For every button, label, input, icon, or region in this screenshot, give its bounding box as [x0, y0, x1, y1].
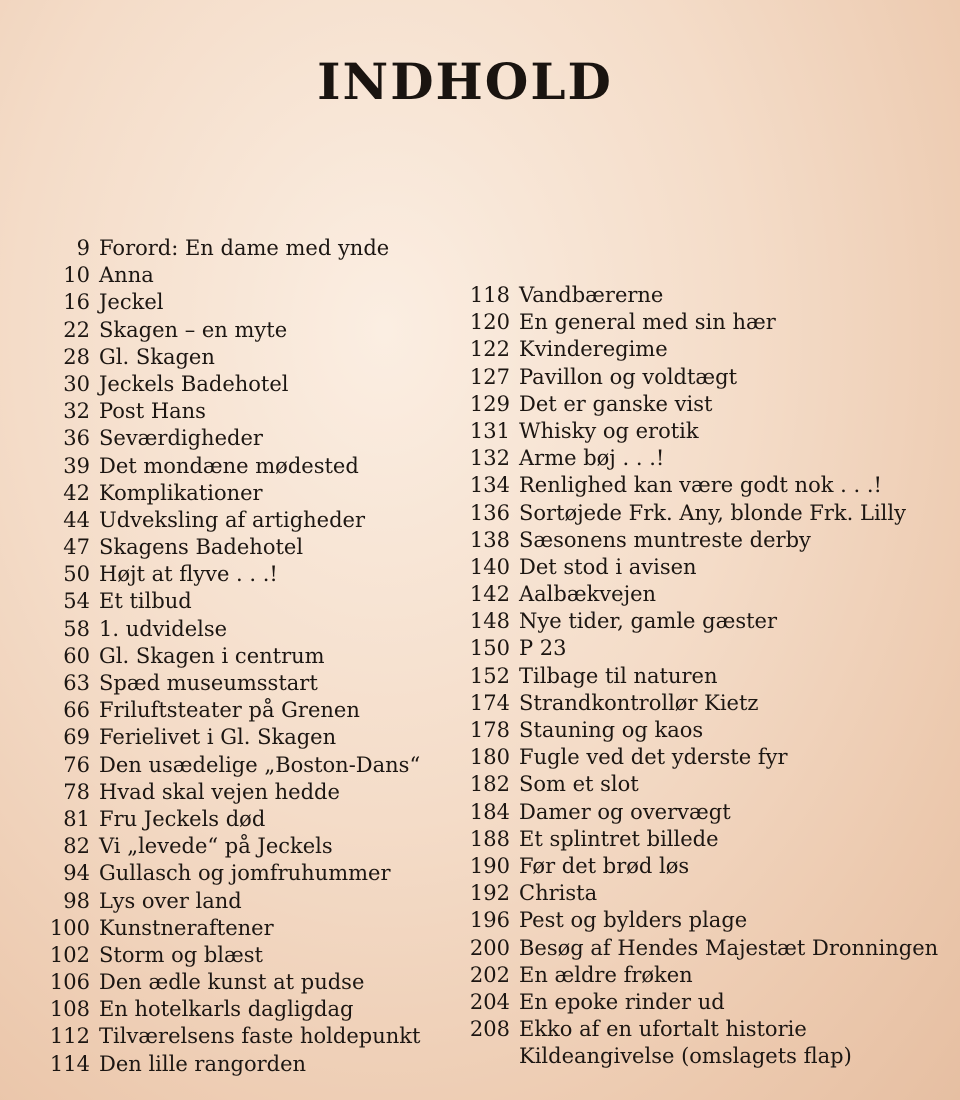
toc-page-number: 182: [469, 772, 510, 797]
toc-chapter-title: Et splintret billede: [519, 826, 719, 851]
toc-entry: [20, 806, 460, 833]
toc-entry: [20, 235, 460, 262]
toc-entry: [20, 1023, 460, 1050]
toc-page-number: 81: [63, 806, 90, 831]
toc-page-number: 39: [63, 453, 90, 478]
toc-chapter-title: Fugle ved det yderste fyr: [519, 745, 788, 770]
toc-page-number: 150: [469, 636, 510, 661]
toc-chapter-title: Ferielivet i Gl. Skagen: [99, 725, 337, 750]
toc-chapter-title: Fru Jeckels død: [99, 806, 266, 831]
toc-entry: [438, 364, 953, 391]
toc-page-number: 129: [469, 391, 510, 416]
toc-chapter-title: En hotelkarls dagligdag: [99, 997, 354, 1022]
toc-entry: [20, 1051, 460, 1078]
toc-page-number: 136: [469, 500, 510, 525]
toc-page-number: 30: [63, 371, 90, 396]
toc-page-number: 76: [63, 752, 90, 777]
toc-entry: [438, 608, 953, 635]
toc-page-number: 131: [469, 418, 510, 443]
toc-chapter-title: Friluftsteater på Grenen: [99, 698, 360, 723]
toc-chapter-title: Christa: [519, 881, 598, 906]
toc-chapter-title: Tilværelsens faste holdepunkt: [99, 1024, 421, 1049]
toc-entry: [20, 425, 460, 452]
toc-chapter-title: Post Hans: [99, 399, 206, 424]
toc-page-number: 50: [63, 562, 90, 587]
toc-entry: [438, 391, 953, 418]
toc-page-number: 42: [63, 480, 90, 505]
toc-entry: [20, 833, 460, 860]
toc-chapter-title: Ekko af en ufortalt historie: [519, 1017, 807, 1042]
toc-page-number: 188: [469, 826, 510, 851]
toc-page-number: 174: [469, 690, 510, 715]
toc-entry: [20, 643, 460, 670]
toc-page-number: 180: [469, 745, 510, 770]
toc-chapter-title: Arme bøj . . .!: [519, 446, 665, 471]
toc-entry: [20, 534, 460, 561]
toc-chapter-title: Det mondæne mødested: [99, 453, 359, 478]
toc-page-number: 82: [63, 834, 90, 859]
toc-page-number: 184: [469, 799, 510, 824]
toc-page-number: [438, 1043, 519, 1070]
toc-right-column: [438, 282, 953, 1070]
toc-chapter-title: Højt at flyve . . .!: [99, 562, 278, 587]
toc-entry: [438, 989, 953, 1016]
toc-entry: [438, 472, 953, 499]
toc-page-number: 178: [469, 718, 510, 742]
toc-entry: [20, 262, 460, 289]
toc-chapter-title: Renlighed kan være godt nok . . .!: [519, 473, 882, 498]
toc-entry: [20, 289, 460, 316]
toc-entry: [438, 635, 953, 662]
toc-chapter-title: Sortøjede Frk. Any, blonde Frk. Lilly: [519, 500, 906, 525]
toc-chapter-title: Hvad skal vejen hedde: [99, 779, 340, 804]
toc-entry: [20, 752, 460, 779]
toc-entry: [20, 616, 460, 643]
toc-page-number: 118: [469, 283, 510, 307]
toc-page-number: 152: [469, 663, 510, 688]
toc-page-number: 138: [469, 527, 510, 552]
toc-page-number: 148: [469, 609, 510, 634]
toc-entry: [438, 744, 953, 771]
toc-entry: [20, 915, 460, 942]
toc-page-number: 16: [63, 290, 90, 315]
toc-chapter-title: Seværdigheder: [99, 426, 263, 451]
toc-entry: [438, 717, 953, 744]
toc-page-number: 112: [49, 1024, 90, 1049]
toc-page-number: 142: [469, 582, 510, 607]
toc-entry: [20, 398, 460, 425]
toc-chapter-title: En general med sin hær: [519, 310, 776, 335]
page-title: INDHOLD: [317, 51, 613, 111]
toc-entry: [438, 663, 953, 690]
toc-page-number: 69: [63, 725, 90, 750]
toc-entry: [20, 942, 460, 969]
toc-chapter-title: Lys over land: [99, 888, 242, 913]
toc-chapter-title: Som et slot: [519, 772, 639, 797]
toc-page-number: 127: [469, 364, 510, 389]
toc-chapter-title: Den lille rangorden: [99, 1051, 307, 1076]
toc-chapter-title: Udveksling af artigheder: [99, 507, 365, 532]
toc-page-number: 196: [469, 908, 510, 933]
toc-page-number: 122: [469, 337, 510, 362]
toc-chapter-title: Strandkontrollør Kietz: [519, 690, 759, 715]
toc-chapter-title: Damer og overvægt: [519, 799, 731, 824]
toc-page-number: 192: [469, 881, 510, 906]
toc-chapter-title: Gullasch og jomfruhummer: [99, 861, 391, 886]
toc-entry: [438, 581, 953, 608]
toc-page-number: 108: [49, 997, 90, 1022]
toc-page-number: 63: [63, 671, 90, 695]
toc-chapter-title: Whisky og erotik: [519, 418, 699, 443]
toc-entry: [438, 500, 953, 527]
toc-page-number: 44: [63, 507, 90, 532]
toc-entry: [438, 799, 953, 826]
toc-entry: [438, 853, 953, 880]
toc-entry: [20, 860, 460, 887]
toc-chapter-title: P 23: [519, 636, 567, 661]
toc-entry: [20, 317, 460, 344]
toc-entry: [20, 561, 460, 588]
toc-chapter-title: En epoke rinder ud: [519, 989, 725, 1014]
toc-page-number: 208: [469, 1017, 510, 1042]
toc-chapter-title: Tilbage til naturen: [519, 663, 718, 688]
toc-chapter-title: Den ædle kunst at pudse: [99, 970, 365, 995]
toc-page-number: 9: [76, 236, 90, 260]
toc-page-number: 28: [63, 344, 90, 369]
toc-entry: [20, 344, 460, 371]
toc-entry: [20, 453, 460, 480]
toc-entry: [438, 1043, 953, 1070]
toc-page-number: 47: [63, 535, 90, 560]
toc-entry: [438, 336, 953, 363]
toc-page-number: 114: [49, 1051, 90, 1076]
toc-entry: [438, 554, 953, 581]
toc-page-number: 102: [49, 942, 90, 967]
toc-entry: [438, 826, 953, 853]
toc-chapter-title: Kildeangivelse (omslagets flap): [519, 1044, 852, 1069]
toc-chapter-title: Besøg af Hendes Majestæt Dronningen: [519, 935, 939, 960]
toc-chapter-title: Storm og blæst: [99, 942, 263, 967]
toc-chapter-title: Et tilbud: [99, 589, 192, 614]
toc-chapter-title: Aalbækvejen: [519, 582, 657, 607]
toc-chapter-title: En ældre frøken: [519, 962, 693, 987]
toc-chapter-title: Skagen – en myte: [99, 317, 288, 342]
toc-entry: [20, 724, 460, 751]
toc-entry: [438, 282, 953, 309]
toc-chapter-title: Den usædelige „Boston-Dans“: [99, 752, 421, 777]
toc-page-number: 94: [63, 861, 90, 886]
toc-entry: [20, 969, 460, 996]
toc-entry: [20, 507, 460, 534]
toc-page-number: 106: [49, 970, 90, 995]
toc-chapter-title: Kunstneraftener: [99, 915, 274, 940]
toc-chapter-title: Anna: [99, 263, 154, 288]
toc-page-number: 190: [469, 853, 510, 878]
toc-chapter-title: Nye tider, gamle gæster: [519, 609, 778, 634]
toc-chapter-title: Skagens Badehotel: [99, 535, 304, 560]
toc-page-number: 200: [469, 935, 510, 960]
toc-entry: [20, 888, 460, 915]
toc-page-number: 204: [469, 989, 510, 1014]
toc-chapter-title: Vi „levede“ på Jeckels: [99, 834, 333, 859]
toc-chapter-title: Spæd museumsstart: [99, 671, 318, 695]
toc-chapter-title: Vandbærerne: [519, 283, 664, 307]
toc-entry: [438, 445, 953, 472]
toc-entry: [20, 779, 460, 806]
toc-entry: [20, 670, 460, 697]
toc-page-number: 60: [63, 643, 90, 668]
toc-page-number: 132: [469, 446, 510, 471]
toc-entry: [20, 480, 460, 507]
toc-chapter-title: Før det brød løs: [519, 853, 690, 878]
toc-page-number: 58: [63, 616, 90, 641]
toc-page-number: 10: [63, 263, 90, 288]
toc-page-number: 120: [469, 310, 510, 335]
toc-page-number: 100: [49, 915, 90, 940]
toc-entry: [20, 588, 460, 615]
toc-entry: [438, 907, 953, 934]
toc-page-number: 98: [63, 888, 90, 913]
toc-entry: [438, 527, 953, 554]
toc-chapter-title: Gl. Skagen i centrum: [99, 643, 325, 668]
toc-page-number: 140: [469, 554, 510, 579]
toc-chapter-title: Komplikationer: [99, 480, 263, 505]
toc-page-number: 54: [63, 589, 90, 614]
toc-chapter-title: 1. udvidelse: [99, 616, 228, 641]
toc-chapter-title: Det er ganske vist: [519, 391, 713, 416]
toc-entry: [20, 697, 460, 724]
toc-entry: [438, 1016, 953, 1043]
toc-chapter-title: Stauning og kaos: [519, 718, 704, 742]
toc-page-number: 78: [63, 779, 90, 804]
toc-chapter-title: Det stod i avisen: [519, 554, 697, 579]
toc-entry: [438, 962, 953, 989]
toc-left-column: [20, 235, 460, 1078]
toc-entry: [20, 996, 460, 1023]
toc-chapter-title: Gl. Skagen: [99, 344, 215, 369]
toc-page-number: 66: [63, 698, 90, 723]
toc-page-number: 36: [63, 426, 90, 451]
toc-chapter-title: Pavillon og voldtægt: [519, 364, 738, 389]
toc-entry: [438, 418, 953, 445]
toc-page-number: 134: [469, 473, 510, 498]
toc-page-number: 22: [63, 317, 90, 342]
toc-entry: [438, 935, 953, 962]
toc-entry: [438, 880, 953, 907]
toc-chapter-title: Pest og bylders plage: [519, 908, 748, 933]
toc-chapter-title: Forord: En dame med ynde: [99, 236, 390, 260]
toc-chapter-title: Jeckels Badehotel: [99, 371, 289, 396]
toc-chapter-title: Kvinderegime: [519, 337, 668, 362]
toc-entry: [438, 309, 953, 336]
toc-entry: [438, 690, 953, 717]
toc-chapter-title: Sæsonens muntreste derby: [519, 527, 811, 552]
toc-chapter-title: Jeckel: [99, 290, 164, 315]
toc-page-number: 32: [63, 399, 90, 424]
toc-entry: [438, 771, 953, 798]
toc-entry: [20, 371, 460, 398]
toc-page-number: 202: [469, 962, 510, 987]
